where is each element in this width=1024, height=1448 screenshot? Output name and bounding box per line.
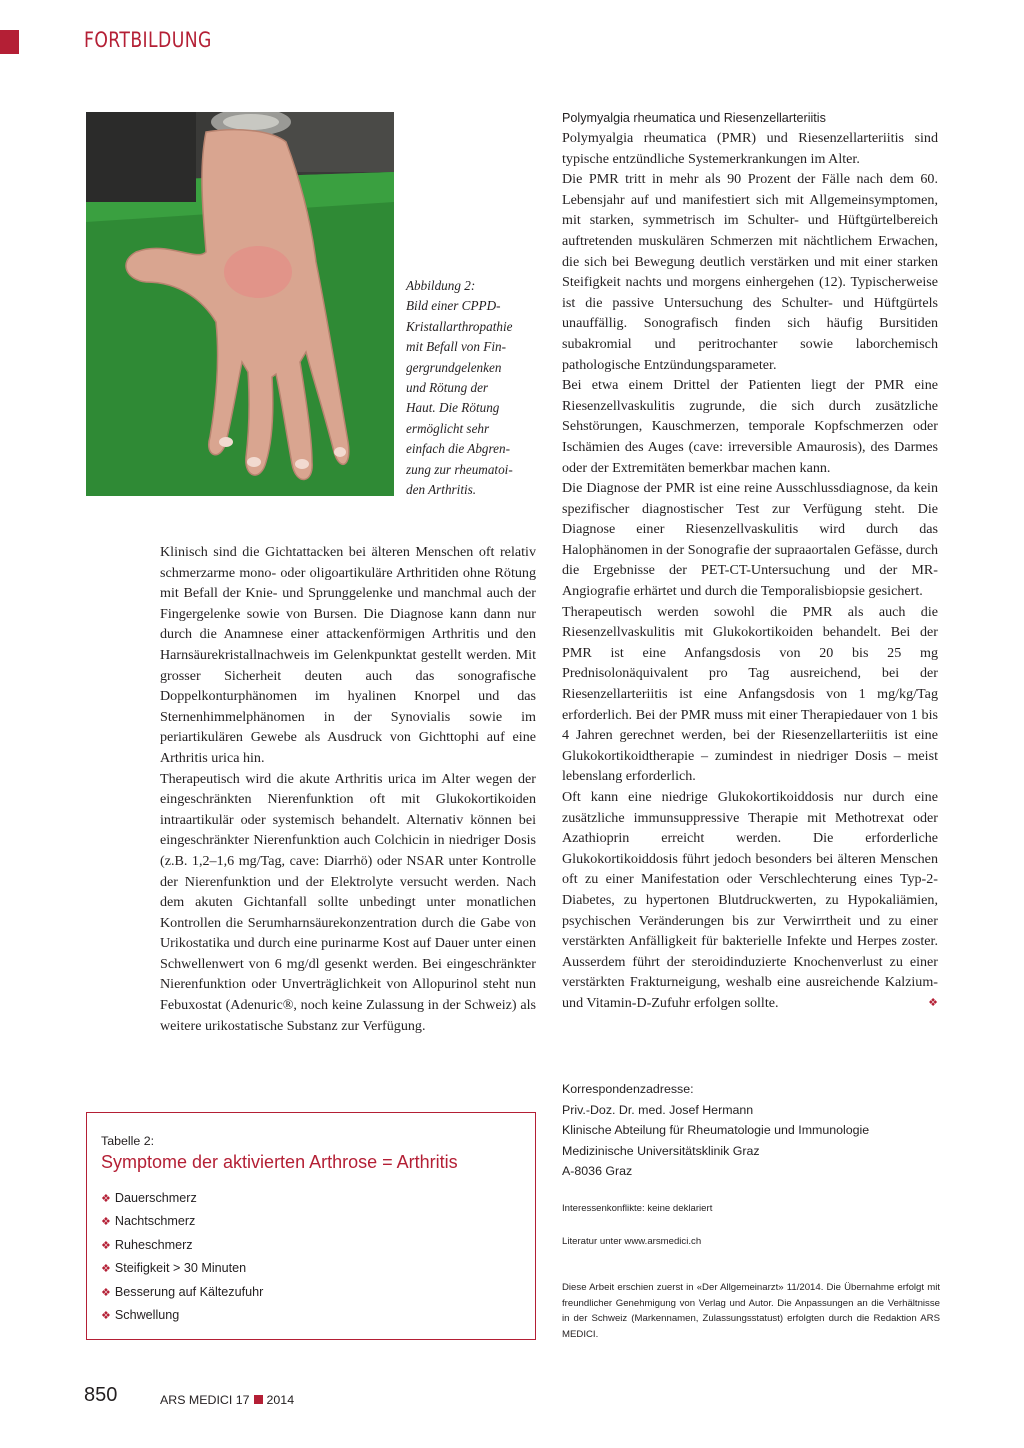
page-number: 850 — [84, 1384, 118, 1406]
journal-name: ARS MEDICI 17 — [160, 1393, 250, 1407]
left-column — [160, 542, 536, 1036]
contact-line: A-8036 Graz — [562, 1164, 633, 1179]
table-2-box — [86, 1112, 536, 1340]
list-item: ❖ Dauerschmerz — [101, 1191, 197, 1205]
list-item: ❖ Steifigkeit > 30 Minuten — [101, 1261, 247, 1276]
table-title: Symptome der aktivierten Arthrose = Arthritis — [101, 1152, 458, 1172]
caption-line: einfach die Abgren- — [406, 441, 511, 457]
journal-footer — [160, 1393, 294, 1407]
caption-line: Kristallarthropathie — [406, 318, 513, 334]
list-item: ❖ Schwellung — [101, 1308, 180, 1323]
conflict-of-interest-note: Interessenkonflikte: keine deklariert — [562, 1203, 713, 1214]
bullet-icon: ❖ — [101, 1310, 111, 1323]
bullet-icon: ❖ — [101, 1216, 111, 1229]
paragraph-gout-diagnosis: Klinisch sind die Gichtattacken bei älteren Menschen oft relativ schmerzarme mono- oder oligoartikuläre Arthritiden ohne Rötung mit Befall der Knie- und Sprunggelenke und manchmal auch der Fingergelenke sowie von Bursen. Die Diagnose kann dann nur durch die Anamnese einer attackenförmigen Arthritis und den Harnsäurekristallnachweis im Gelenkpunktat gestellt werden. Mit grosser Sicherheit deuten auch das sonografische Doppelkonturphänomen im hyalinen Knorpel und das Sternenhimmelphänomen in der Synovialis sowie im periartikulären Gewebe als Ausdruck von Gichttophi auf eine Arthritis urica hin. — [160, 544, 536, 766]
caption-line: zung zur rheumatoi- — [406, 461, 513, 477]
square-icon — [254, 1395, 263, 1404]
caption-line: ermöglicht sehr — [406, 420, 490, 436]
caption-line: gergrundgelenken — [406, 359, 502, 375]
bullet-icon: ❖ — [101, 1239, 111, 1252]
table-label: Tabelle 2: — [101, 1134, 155, 1148]
paragraph-pmr-therapy: Therapeutisch werden sowohl die PMR als auch die Riesenzellvaskulitis mit Glukokortikoiden behandelt. Bei der PMR ist eine Anfangsdosis von 20 bis 25 mg Prednisolonäquivalent pro Tag ausreichend, bei der Riesenzellarteriitis ist eine Anfangsdosis von 1 mg/kg/Tag erforderlich. Bei der PMR muss mit einer Therapiedauer von 1 bis 4 Jahren gerechnet werden, bei der Riesenzellarteriitis ist eine Glukokortikoidtherapie – zumindest in niedriger Dosis – meist lebenslang erforderlich. — [562, 603, 938, 785]
caption-line: Bild einer CPPD- — [406, 298, 501, 314]
section-marker — [0, 30, 19, 54]
contact-line: Klinische Abteilung für Rheumatologie und Immunologie — [562, 1123, 870, 1138]
section-heading-pmr: Polymyalgia rheumatica und Riesenzellarteriitis — [562, 111, 826, 125]
paragraph-pmr-intro: Polymyalgia rheumatica (PMR) und Riesenzellarteriitis sind typische entzündliche Systemerkrankungen im Alter. — [562, 130, 938, 167]
hand-illustration — [86, 112, 394, 496]
right-column — [562, 109, 938, 1014]
literature-note: Literatur unter www.arsmedici.ch — [562, 1236, 702, 1247]
paragraph-gout-therapy: Therapeutisch wird die akute Arthritis urica im Alter wegen der eingeschränkten Nierenfunktion oft mit Glukokortikoiden intraartikulär oder systemisch behandelt. Alternativ können bei eingeschränkter Nierenfunktion auch Colchicin in niedriger Dosis (z.B. 1,2–1,6 mg/Tag, cave: Diarrhö) oder NSAR unter Kontrolle der Nierenfunktion und der Elektrolyte versucht werden. Nach dem akuten Gichtanfall sollte unbedingt unter monatlichen Kontrollen die Serumharnsäurekonzentration durch die Gabe von Urikostatika und durch eine purinarme Kost auf Dauer unter einen Schwellenwert von 6 mg/dl gesenkt werden. Bei eingeschränkter Nierenfunktion oder Unverträglichkeit von Allopurinol steht nun Febuxostat (Adenuric®, noch keine Zulassung in der Schweiz) als weitere urikostatische Substanz zur Verfügung. — [160, 770, 536, 1034]
bullet-icon: ❖ — [101, 1193, 111, 1205]
contact-label: Korrespondenzadresse: — [562, 1082, 694, 1096]
symptom-list — [101, 1187, 521, 1327]
contact-line: Medizinische Universitätsklinik Graz — [562, 1143, 760, 1158]
paragraph-pmr-diagnosis: Die Diagnose der PMR ist eine reine Ausschlussdiagnose, da kein spezifischer diagnostischer Test zur Verfügung steht. Die Diagnose einer Riesenzellvaskulitis wird durch das Halophänomen in der Sonografie der supraaortalen Gefässe, durch die Ergebnisse der PET-CT-Untersuchung und der MR-Angiografie erhärtet und durch die Temporalisbiopsie gesichert. — [562, 480, 938, 600]
paragraph-pmr-side-effects — [562, 787, 938, 1014]
correspondence-address — [562, 1079, 942, 1182]
caption-line: Haut. Die Rötung — [406, 400, 500, 416]
contact-line: Priv.-Doz. Dr. med. Josef Hermann — [562, 1102, 754, 1117]
section-title: FORTBILDUNG — [84, 28, 212, 52]
paragraph-pmr-vasculitis: Bei etwa einem Drittel der Patienten liegt der PMR eine Riesenzellvaskulitis zugrunde, die sich durch zusätzliche Sehstörungen, Kauschmerzen, temporale Kopfschmerzen oder Ischämien des Auges (cave: irreversible Amaurosis), des Darmes oder der Extremitäten bemerkbar machen kann. — [562, 377, 938, 476]
figure-caption — [406, 276, 536, 500]
caption-line: und Rötung der — [406, 380, 489, 396]
list-item: ❖ Ruheschmerz — [101, 1237, 193, 1252]
caption-line: den Arthritis. — [406, 482, 477, 498]
source-note: Diese Arbeit erschien zuerst in «Der Allgemeinarzt» 11/2014. Die Übernahme erfolgt mit freundlicher Genehmigung von Verlag und Autor. Die Anpassungen an die Verhältnisse in der Schweiz (Markennamen, Zulassungsstatust) erfolgten durch die Redaktion ARS MEDICI. — [562, 1282, 940, 1340]
bullet-icon: ❖ — [101, 1263, 111, 1276]
list-item: ❖ Nachtschmerz — [101, 1214, 196, 1229]
bullet-icon: ❖ — [101, 1286, 111, 1299]
paragraph-pmr-symptoms: Die PMR tritt in mehr als 90 Prozent der Fälle nach dem 60. Lebensjahr auf und manifestiert sich mit Allgemeinsymptomen, mit starken, symmetrisch im Schulter- und Hüftgürtelbereich auftretenden muskulären Schmerzen mit nächtlichem Erwachen, die sich bei Bewegung deutlich verstärken und mit einer starken Steifigkeit nachts und morgens einhergehen (12). Typischerweise ist die passive Untersuchung des Schulter- und Hüftgürtels unauffällig. Sonografisch finden sich häufig Bursitiden subakromial und peritrochanter sowie laborchemisch pathologische Entzündungsparameter. — [562, 171, 938, 373]
figure-photo-hand — [86, 112, 394, 496]
journal-year: 2014 — [266, 1393, 295, 1407]
end-mark-icon: ❖ — [928, 996, 938, 1009]
list-item: ❖ Besserung auf Kältezufuhr — [101, 1284, 264, 1299]
caption-line: mit Befall von Fin- — [406, 339, 506, 355]
caption-line: Abbildung 2: — [406, 278, 476, 293]
paragraph-text: Oft kann eine niedrige Glukokortikoiddosis nur durch eine zusätzliche immunsuppressive Therapie mit Methotrexat oder Azathioprin erreicht werden. Die erforderliche Glukokortikoiddosis führt jedoch besonders bei älteren Menschen oft zu einer Manifestation oder Verschlechterung eines Typ-2-Diabetes, zu hypertonen Blutdruckwerten, zu Hypokaliämien, psychischen Veränderungen bis zur Verwirrtheit und zu einer verstärkten Anfälligkeit für bakterielle Infekte und Herpes zoster. Ausserdem führt der steroidinduzierte Knochenverlust zu einer verstärkten Frakturneigung, weshalb eine ausreichende Kalzium- und Vitamin-D-Zufuhr erfolgen sollte. — [562, 789, 938, 1011]
